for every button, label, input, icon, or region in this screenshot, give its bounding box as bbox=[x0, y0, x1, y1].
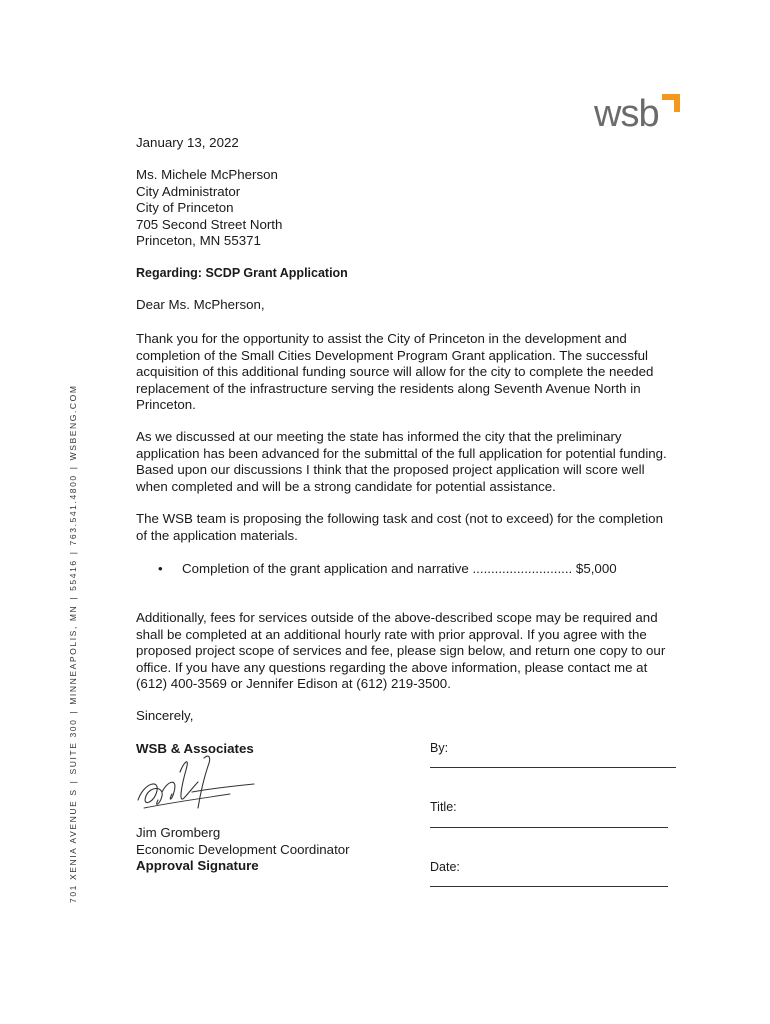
date-signature-line[interactable] bbox=[430, 886, 668, 887]
address-city: MINNEAPOLIS, MN bbox=[68, 604, 78, 705]
by-label: By: bbox=[430, 741, 449, 755]
address-street: 701 XENIA AVENUE S bbox=[68, 788, 78, 903]
recipient-org: City of Princeton bbox=[136, 200, 234, 215]
regarding-line: Regarding: SCDP Grant Application bbox=[136, 266, 348, 280]
wsb-logo bbox=[594, 94, 684, 134]
signer-name: Jim Gromberg bbox=[136, 825, 221, 840]
address-separator: | bbox=[68, 595, 78, 600]
paragraph-intro: Thank you for the opportunity to assist the City of Princeton in the development and completion of the Small Cities Development Program Grant application. The successful acquisition of this additional funding source will allow for the city to complete the needed replacement of the infrastructure serving the residents along Seventh Avenue North in Princeton. bbox=[136, 331, 654, 412]
address-separator: | bbox=[68, 550, 78, 555]
recipient-name: Ms. Michele McPherson bbox=[136, 167, 278, 182]
logo-text: wsb bbox=[594, 93, 659, 135]
address-suite: SUITE 300 bbox=[68, 718, 78, 775]
bullet-icon: • bbox=[158, 561, 163, 576]
paragraph-status: As we discussed at our meeting the state has informed the city that the preliminary application has been advanced for the submittal of the full application for potential funding. Based upon our discussions I think that the proposed project application will score well when completed and will be a strong candidate for potential assistance. bbox=[136, 429, 667, 494]
paragraph-proposal: The WSB team is proposing the following task and cost (not to exceed) for the completion of the application materials. bbox=[136, 511, 663, 543]
company-name: WSB & Associates bbox=[136, 741, 254, 756]
date-label: Date: bbox=[430, 860, 460, 874]
title-signature-line[interactable] bbox=[430, 827, 668, 828]
recipient-street: 705 Second Street North bbox=[136, 216, 283, 232]
address-phone: 763.541.4800 bbox=[68, 474, 78, 546]
salutation: Dear Ms. McPherson, bbox=[136, 297, 265, 312]
handwritten-signature bbox=[134, 752, 259, 822]
address-website: WSBENG.COM bbox=[68, 384, 78, 461]
side-address bbox=[68, 384, 78, 903]
recipient-title: City Administrator bbox=[136, 183, 241, 199]
approval-signature-label: Approval Signature bbox=[136, 858, 259, 873]
letter-date: January 13, 2022 bbox=[136, 135, 239, 150]
signer-block bbox=[136, 825, 350, 875]
address-zip: 55416 bbox=[68, 559, 78, 591]
title-label: Title: bbox=[430, 800, 457, 814]
address-separator: | bbox=[68, 709, 78, 714]
address-separator: | bbox=[68, 779, 78, 784]
task-cost-text: Completion of the grant application and narrative ........................... $5,000 bbox=[182, 561, 617, 576]
address-separator: | bbox=[68, 465, 78, 470]
recipient-city: Princeton, MN 55371 bbox=[136, 233, 261, 248]
by-signature-line[interactable] bbox=[430, 767, 676, 768]
sign-off: Sincerely, bbox=[136, 708, 194, 723]
logo-corner-mark-icon bbox=[656, 94, 680, 118]
paragraph-terms: Additionally, fees for services outside of the above-described scope may be required and shall be completed at an additional hourly rate with prior approval. If you agree with the proposed project scope of services and fee, please sign below, and return one copy to our office. If you have any questions regarding the above information, please contact me at (612) 400-3569 or Jennifer Edison at (612) 219-3500. bbox=[136, 610, 666, 691]
signer-title: Economic Development Coordinator bbox=[136, 841, 350, 857]
recipient-block bbox=[136, 167, 282, 250]
task-cost-item bbox=[158, 561, 617, 578]
